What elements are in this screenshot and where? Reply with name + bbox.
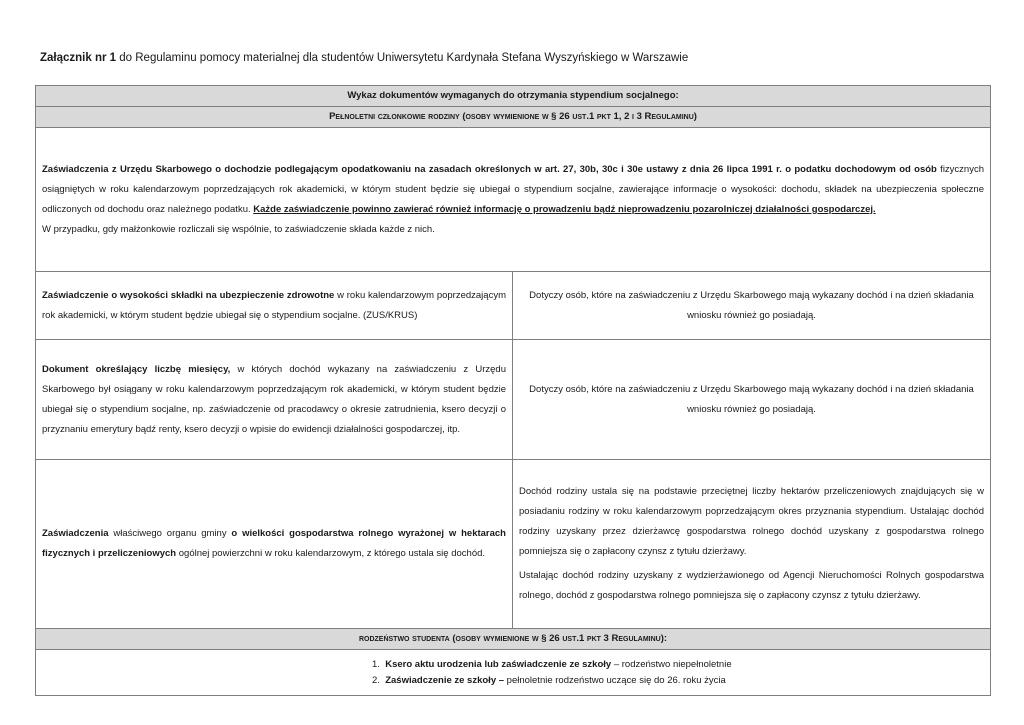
income-certificate-requirement: Każde zaświadczenie powinno zawierać również informację o prowadzeniu bądź nieprowadzeniu pozarolniczej działalności gospodarczej. xyxy=(253,203,876,215)
siblings-list-cell xyxy=(36,650,991,696)
table-row-months xyxy=(36,340,991,460)
farm-certificate-cell xyxy=(36,460,513,629)
farm-certificate-size: o wielkości gospodarstwa rolnego wyrażonej w hektarach fizycznych i przeliczeniowych xyxy=(42,528,506,559)
health-insurance-cell xyxy=(36,272,513,340)
table-row-siblings-heading xyxy=(36,629,991,650)
documents-table xyxy=(35,85,991,696)
siblings-list xyxy=(372,657,762,689)
list-item-title: Zaświadczenie ze szkoły – xyxy=(385,674,505,686)
list-item xyxy=(372,673,762,689)
health-insurance-note: Dotyczy osób, które na zaświadczeniu z Urzędu Skarbowego mają wykazany dochód i na dzień składania wniosku również go posiadają. xyxy=(513,272,991,340)
list-item-number: 1. xyxy=(372,658,380,670)
attachment-description: do Regulaminu pomocy materialnej dla studentów Uniwersytetu Kardynała Stefana Wyszyńskiego w Warszawie xyxy=(116,52,689,64)
farm-certificate-text: właściwego organu gminy xyxy=(108,528,232,539)
farm-income-note-1: Dochód rodziny ustala się na podstawie przeciętnej liczby hektarów przeliczeniowych znajdujących się w posiadaniu rodziny w roku kalendarzowym poprzedzającym okres przyznania stypendium. Ustalając dochód rodziny uzyskany przez dzierżawcę gospodarstwa rolnego dochód uzyskany z gospodarstwa rolnego pomniejsza się o zapłacony czynsz z tytułu dzierżawy. xyxy=(519,486,984,557)
farm-income-note-cell xyxy=(513,460,991,629)
list-item-title: Ksero aktu urodzenia lub zaświadczenie ze szkoły xyxy=(385,658,612,670)
months-document-note: Dotyczy osób, które na zaświadczeniu z Urzędu Skarbowego mają wykazany dochód i na dzień składania wniosku również go posiadają. xyxy=(513,340,991,460)
farm-certificate-text-end: ogólnej powierzchni w roku kalendarzowym, z którego ustala się dochód. xyxy=(176,548,486,559)
income-certificate-title: Zaświadczenia z Urzędu Skarbowego o dochodzie podlegającym opodatkowaniu na zasadach określonych w art. 27, 30b, 30c i 30e ustawy z dnia 26 lipca 1991 r. o podatku dochodowym od osób xyxy=(42,163,937,175)
months-document-text: w których dochód wykazany na zaświadczeniu z Urzędu Skarbowego był osiągany w roku kalendarzowym poprzedzającym rok akademicki, w którym student będzie ubiegał się o stypendium socjalne, np. zaświadczenie od pracodawcy o okresie zatrudnienia, ksero decyzji o przyznaniu emerytury bądź renty, ksero decyzji o wpisie do ewidencji działalności gospodarczej, itp. xyxy=(42,363,506,435)
siblings-heading: rodzeństwo studenta (osoby wymienione w § 26 ust.1 pkt 3 Regulaminu): xyxy=(36,629,991,650)
list-item-text: pełnoletnie rodzeństwo uczące się do 26. roku życia xyxy=(504,674,726,686)
farm-income-note-2: Ustalając dochód rodziny uzyskany z wydzierżawionego od Agencji Nieruchomości Rolnych gospodarstwa rolnego, dochód z gospodarstwa rolnego pomniejsza się o zapłacony czynsz z tytułu dzierżawy. xyxy=(519,570,984,601)
table-row-siblings xyxy=(36,650,991,696)
table-row-farm xyxy=(36,460,991,629)
income-certificate-text: fizycznych osiągniętych w roku kalendarzowym poprzedzających rok akademicki, w którym student będzie się ubiegał o stypendium socjalne, zawierające informacje o wysokości: dochodu, składek na ubezpieczenia społeczne odliczonych od dochodu oraz należnego podatku. xyxy=(42,163,984,215)
joint-settlement-note: W przypadku, gdy małżonkowie rozliczali się wspólnie, to zaświadczenie składa każde z nich. xyxy=(42,223,435,235)
attachment-label: Załącznik nr 1 xyxy=(40,52,117,64)
months-document-title: Dokument określający liczbę miesięcy, xyxy=(42,363,231,375)
table-title: Wykaz dokumentów wymaganych do otrzymania stypendium socjalnego: xyxy=(36,86,991,107)
list-item-text: – rodzeństwo niepełnoletnie xyxy=(611,658,732,670)
income-certificate-cell xyxy=(36,128,991,272)
list-item xyxy=(372,657,762,673)
farm-certificate-title: Zaświadczenia xyxy=(42,528,109,539)
table-row-income xyxy=(36,128,991,272)
adult-family-heading: Pełnoletni członkowie rodziny (osoby wymienione w § 26 ust.1 pkt 1, 2 i 3 Regulaminu) xyxy=(36,107,991,128)
health-insurance-title: Zaświadczenie o wysokości składki na ubezpieczenie zdrowotne xyxy=(42,289,335,301)
page-header xyxy=(40,52,688,64)
months-document-cell xyxy=(36,340,513,460)
table-row-health xyxy=(36,272,991,340)
list-item-number: 2. xyxy=(372,674,380,686)
health-insurance-text: w roku kalendarzowym poprzedzającym rok akademicki, w którym student będzie ubiegał się o stypendium socjalne. (ZUS/KRUS) xyxy=(42,289,506,321)
